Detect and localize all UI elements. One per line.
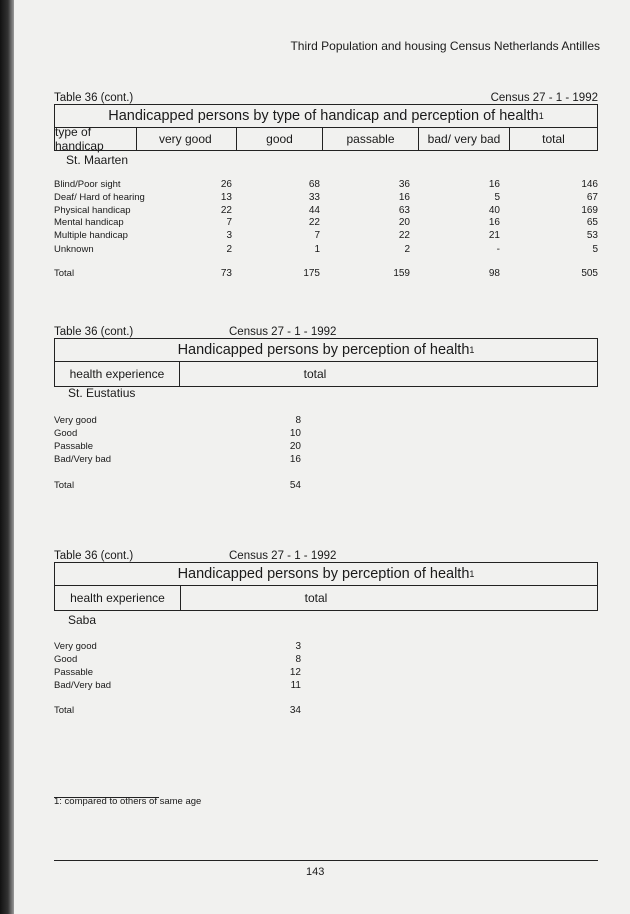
total-label: Total — [54, 268, 75, 279]
total-value: 505 — [581, 268, 598, 279]
cell-value: 40 — [488, 205, 500, 216]
total-value: 175 — [303, 268, 320, 279]
table1-header — [54, 104, 598, 151]
table1-census: Census 27 - 1 - 1992 — [490, 92, 598, 104]
row-label: Physical handicap — [54, 205, 131, 216]
col-type: type of handicap — [55, 128, 137, 150]
cell-value: 36 — [398, 179, 410, 190]
footnote-mark: 1 — [469, 569, 475, 579]
col-passable: passable — [323, 128, 419, 150]
col-good: good — [237, 128, 323, 150]
cell-value: 5 — [494, 192, 500, 203]
total-value: 34 — [289, 705, 301, 716]
cell-value: - — [496, 244, 500, 255]
cell-value: 67 — [586, 192, 598, 203]
row-label: Blind/Poor sight — [54, 179, 121, 190]
col-total: total — [304, 591, 328, 605]
cell-value: 12 — [289, 667, 301, 678]
col-total: total — [303, 367, 327, 381]
row-label: Deaf/ Hard of hearing — [54, 192, 145, 203]
total-label: Total — [54, 480, 75, 491]
cell-value: 8 — [295, 415, 301, 426]
total-value: 73 — [220, 268, 232, 279]
cell-value: 1 — [314, 244, 320, 255]
table2-caption: Table 36 (cont.) — [54, 326, 134, 338]
cell-value: 7 — [314, 230, 320, 241]
table3-header — [54, 562, 598, 611]
cell-value: 169 — [581, 205, 598, 216]
cell-value: 20 — [289, 441, 301, 452]
scan-edge — [0, 0, 14, 914]
row-label: Bad/Very bad — [54, 454, 112, 465]
cell-value: 11 — [290, 680, 301, 691]
cell-value: 22 — [220, 205, 232, 216]
cell-value: 10 — [289, 428, 301, 439]
row-label: Bad/Very bad — [54, 680, 112, 691]
running-header: Third Population and housing Census Netherlands Antilles — [290, 39, 600, 53]
footnote: 1: compared to others of same age — [54, 796, 202, 807]
table2-header — [54, 338, 598, 387]
table3-title: Handicapped persons by perception of health — [177, 566, 470, 582]
cell-value: 63 — [398, 205, 410, 216]
col-total: total — [542, 132, 565, 146]
total-value: 98 — [488, 268, 500, 279]
cell-value: 3 — [226, 230, 232, 241]
row-label: Multiple handicap — [54, 230, 128, 241]
cell-value: 16 — [289, 454, 301, 465]
total-value: 54 — [289, 480, 301, 491]
footer-rule — [54, 860, 598, 861]
cell-value: 3 — [295, 641, 301, 652]
cell-value: 13 — [220, 192, 232, 203]
cell-value: 21 — [488, 230, 500, 241]
cell-value: 8 — [295, 654, 301, 665]
cell-value: 146 — [581, 179, 598, 190]
cell-value: 26 — [220, 179, 232, 190]
cell-value: 44 — [308, 205, 320, 216]
cell-value: 16 — [488, 179, 500, 190]
cell-value: 16 — [488, 217, 500, 228]
col-very-good: very good — [137, 128, 237, 150]
total-value: 159 — [393, 268, 410, 279]
row-label: Very good — [54, 641, 97, 652]
table3-caption: Table 36 (cont.) — [54, 550, 134, 562]
cell-value: 22 — [308, 217, 320, 228]
cell-value: 53 — [586, 230, 598, 241]
footnote-mark: 1 — [538, 111, 544, 121]
cell-value: 16 — [398, 192, 410, 203]
region-label: St. Eustatius — [68, 386, 136, 400]
cell-value: 22 — [398, 230, 410, 241]
col-bad: bad/ very bad — [419, 128, 510, 150]
footnote-mark: 1 — [469, 345, 475, 355]
row-label: Passable — [54, 441, 94, 452]
row-label: Unknown — [54, 244, 94, 255]
cell-value: 2 — [226, 244, 232, 255]
row-label: Good — [54, 428, 78, 439]
row-label: Passable — [54, 667, 94, 678]
page-number: 143 — [306, 866, 325, 878]
col-health-experience: health experience — [55, 362, 180, 386]
table1-caption: Table 36 (cont.) — [54, 92, 134, 104]
table2-census: Census 27 - 1 - 1992 — [229, 326, 337, 338]
cell-value: 65 — [586, 217, 598, 228]
row-label: Mental handicap — [54, 217, 124, 228]
row-label: Very good — [54, 415, 97, 426]
cell-value: 68 — [308, 179, 320, 190]
col-health-experience: health experience — [55, 586, 181, 610]
region-label: St. Maarten — [66, 153, 129, 167]
region-label: Saba — [68, 613, 97, 627]
table2-title: Handicapped persons by perception of health — [177, 342, 470, 358]
row-label: Good — [54, 654, 78, 665]
cell-value: 33 — [308, 192, 320, 203]
cell-value: 5 — [592, 244, 598, 255]
table1-title: Handicapped persons by type of handicap and perception of health — [108, 108, 539, 124]
total-label: Total — [54, 705, 75, 716]
cell-value: 20 — [398, 217, 410, 228]
cell-value: 2 — [404, 244, 410, 255]
table3-census: Census 27 - 1 - 1992 — [229, 550, 337, 562]
cell-value: 7 — [226, 217, 232, 228]
